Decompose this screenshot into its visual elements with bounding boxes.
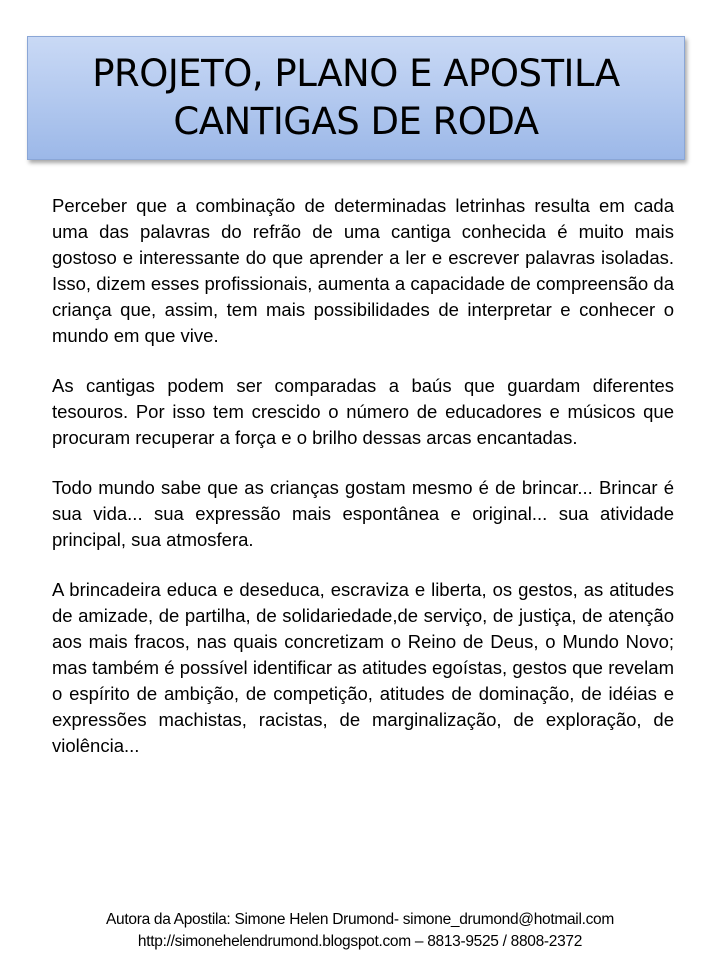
title-line-1: PROJETO, PLANO E APOSTILA <box>92 52 620 95</box>
paragraph-3: Todo mundo sabe que as crianças gostam mesmo é de brincar... Brincar é sua vida... sua expressão mais espontânea e original... sua atividade principal, sua atmosfera. <box>52 477 674 550</box>
title-banner <box>27 36 685 160</box>
body-text <box>52 193 674 783</box>
title-line-2: CANTIGAS DE RODA <box>173 100 539 143</box>
footer-author-line: Autora da Apostila: Simone Helen Drumond- simone_drumond@hotmail.com <box>106 911 614 928</box>
footer <box>0 909 720 953</box>
footer-contact-line: http://simonehelendrumond.blogspot.com – 8813-9525 / 8808-2372 <box>137 933 583 950</box>
paragraph-1: Perceber que a combinação de determinadas letrinhas resulta em cada uma das palavras do refrão de uma cantiga conhecida é muito mais gostoso e interessante do que aprender a ler e escrever palavras isoladas. Isso, dizem esses profissionais, aumenta a capacidade de compreensão da criança que, assim, tem mais possibilidades de interpretar e conhecer o mundo em que vive. <box>52 195 674 346</box>
paragraph-2: As cantigas podem ser comparadas a baús que guardam diferentes tesouros. Por isso tem crescido o número de educadores e músicos que procuram recuperar a força e o brilho dessas arcas encantadas. <box>52 375 674 448</box>
paragraph-4: A brincadeira educa e deseduca, escraviza e liberta, os gestos, as atitudes de amizade, de partilha, de solidariedade,de serviço, de justiça, de atenção aos mais fracos, nas quais concretizam o Reino de Deus, o Mundo Novo; mas também é possível identificar as atitudes egoístas, gestos que revelam o espírito de ambição, de competição, atitudes de dominação, de idéias e expressões machistas, racistas, de marginalização, de exploração, de violência... <box>52 579 674 756</box>
